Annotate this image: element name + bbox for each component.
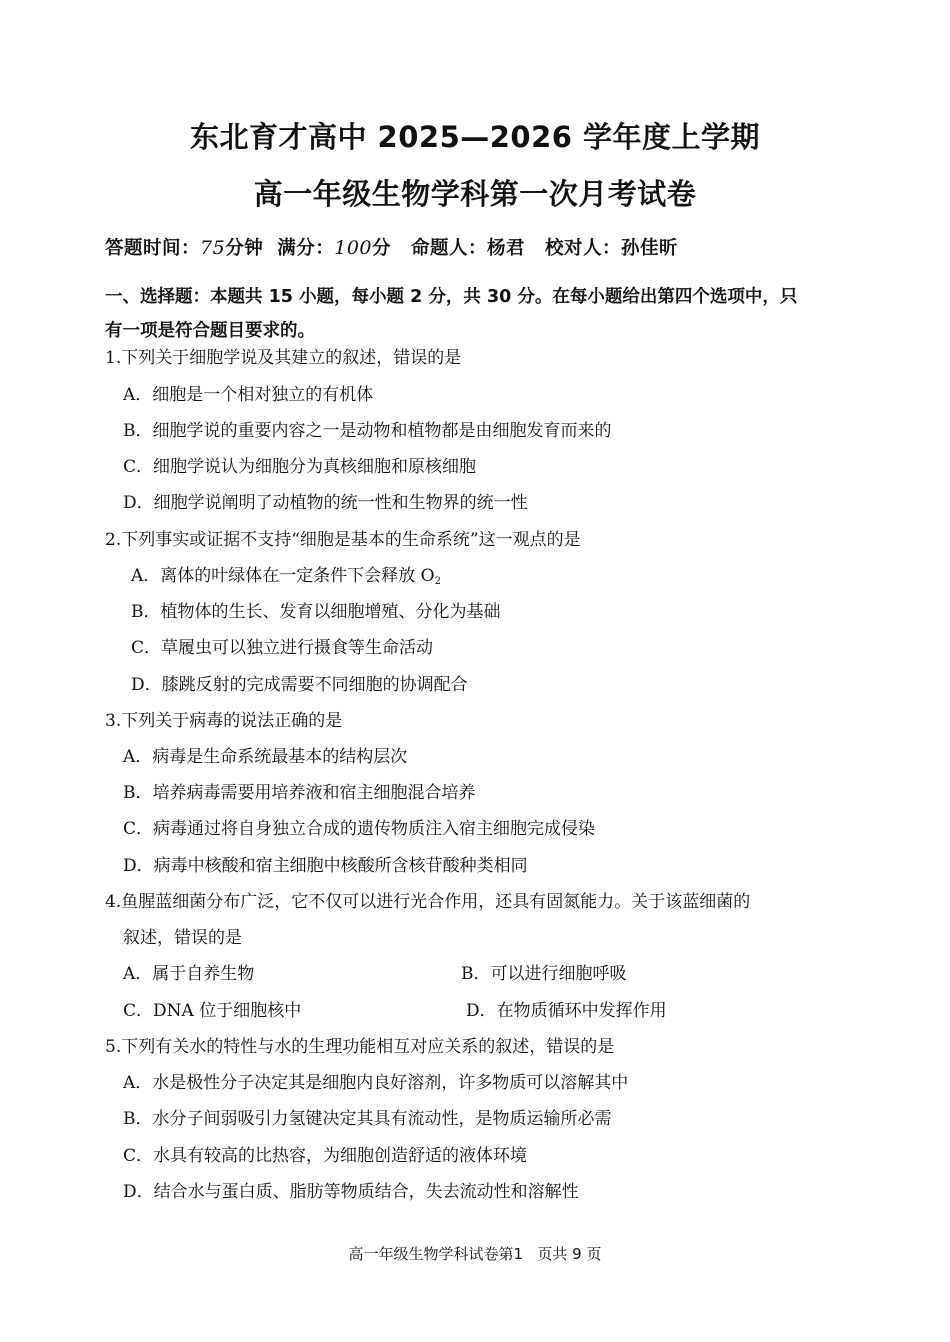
question-3-option-d: D．病毒中核酸和宿主细胞中核酸所含核苷酸种类相同	[123, 856, 528, 876]
footer-suffix: 页	[586, 1245, 602, 1263]
question-4-option-b: B．可以进行细胞呼吸	[461, 964, 627, 984]
page-footer	[0, 1243, 950, 1264]
time-value: 75	[200, 237, 226, 259]
o2-subscript: 2	[434, 576, 441, 587]
time-unit: 分钟	[225, 238, 264, 259]
section-heading	[105, 280, 855, 348]
question-5-option-c: C．水具有较高的比热容，为细胞创造舒适的液体环境	[123, 1146, 528, 1166]
question-1-option-c: C．细胞学说认为细胞分为真核细胞和原核细胞	[123, 457, 477, 477]
question-4-option-a: A．属于自养生物	[123, 964, 255, 984]
exam-meta-info	[105, 234, 865, 260]
question-3-stem: 3.下列关于病毒的说法正确的是	[105, 711, 343, 731]
question-5-option-b: B．水分子间弱吸引力氢键决定其具有流动性，是物质运输所必需	[123, 1109, 612, 1129]
footer-page-current: 1	[513, 1245, 524, 1263]
question-5-option-a: A．水是极性分子决定其是细胞内良好溶剂，许多物质可以溶解其中	[123, 1073, 629, 1093]
section-heading-line1: 一、选择题：本题共 15 小题，每小题 2 分，共 30 分。在每小题给出第四个选项中，只	[105, 287, 798, 307]
time-label: 答题时间：	[105, 238, 201, 259]
footer-page-total: 9	[572, 1245, 582, 1263]
section-heading-line2: 有一项是符合题目要求的。	[105, 321, 315, 341]
question-1-option-a: A．细胞是一个相对独立的有机体	[123, 385, 374, 405]
question-4-option-c: C．DNA 位于细胞核中	[123, 1001, 302, 1021]
question-4-stem-line2: 叙述，错误的是	[123, 928, 242, 948]
question-3-option-b: B．培养病毒需要用培养液和宿主细胞混合培养	[123, 783, 476, 803]
question-1-stem: 1.下列关于细胞学说及其建立的叙述，错误的是	[105, 348, 462, 368]
question-5-stem: 5.下列有关水的特性与水的生理功能相互对应关系的叙述，错误的是	[105, 1037, 615, 1057]
question-2-option-b: B．植物体的生长、发育以细胞增殖、分化为基础	[131, 602, 501, 622]
author-label: 命题人：杨君	[411, 238, 526, 259]
score-unit: 分	[372, 238, 392, 259]
question-1-option-b: B．细胞学说的重要内容之一是动物和植物都是由细胞发育而来的	[123, 421, 612, 441]
exam-title-line2: 高一年级生物学科第一次月考试卷	[253, 177, 697, 211]
question-3-option-a: A．病毒是生命系统最基本的结构层次	[123, 747, 408, 767]
footer-prefix: 高一年级生物学科试卷第	[348, 1245, 514, 1263]
score-label: 满分：	[277, 238, 335, 259]
exam-title-line1: 东北育才高中 2025—2026 学年度上学期	[189, 120, 761, 154]
question-2-option-c: C．草履虫可以独立进行摄食等生命活动	[131, 638, 434, 658]
question-1-option-d: D．细胞学说阐明了动植物的统一性和生物界的统一性	[123, 493, 528, 513]
question-5-option-d: D．结合水与蛋白质、脂肪等物质结合，失去流动性和溶解性	[123, 1182, 579, 1202]
question-2-stem: 2.下列事实或证据不支持“细胞是基本的生命系统”这一观点的是	[105, 530, 581, 550]
checker-label: 校对人：孙佳昕	[545, 238, 679, 259]
question-3-option-c: C．病毒通过将自身独立合成的遗传物质注入宿主细胞完成侵染	[123, 819, 596, 839]
question-4-option-d: D．在物质循环中发挥作用	[466, 1001, 667, 1021]
score-value: 100	[334, 237, 372, 259]
question-4-stem-line1: 4.鱼腥蓝细菌分布广泛，它不仅可以进行光合作用，还具有固氮能力。关于该蓝细菌的	[105, 892, 751, 912]
footer-middle: 页共	[537, 1245, 568, 1263]
question-2-option-a	[131, 561, 441, 587]
question-2-option-d: D．膝跳反射的完成需要不同细胞的协调配合	[131, 675, 468, 695]
question-2-option-a-text: A．离体的叶绿体在一定条件下会释放 O	[131, 566, 435, 586]
